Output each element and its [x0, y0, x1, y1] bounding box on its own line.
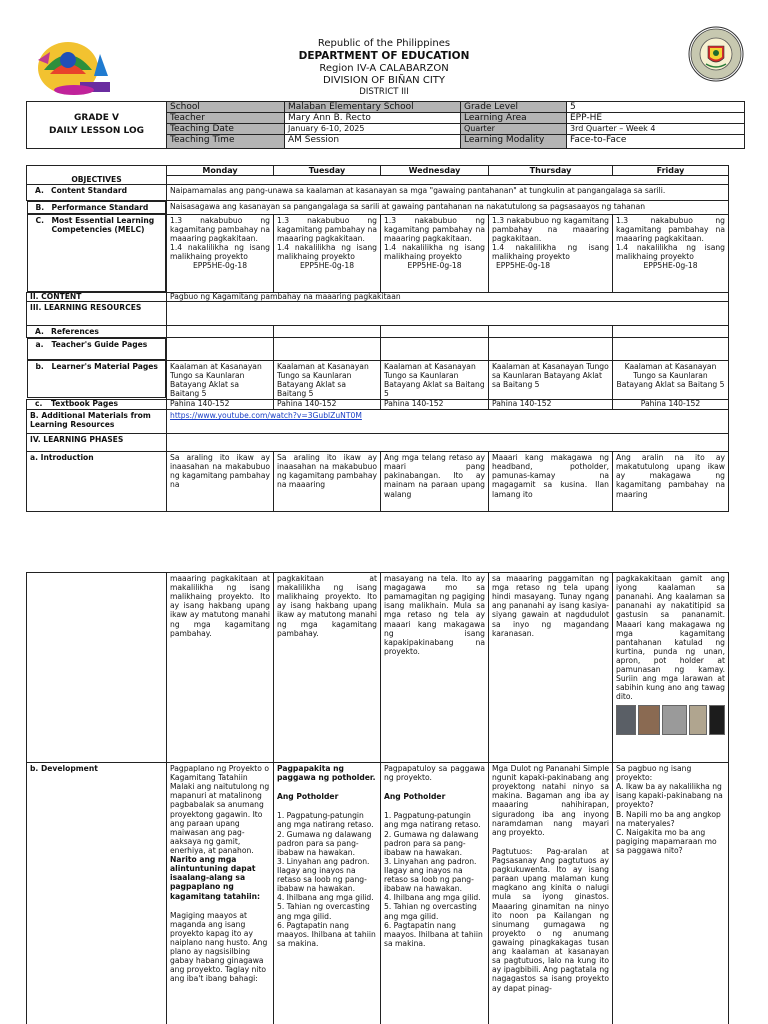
teachers-guide-label [27, 338, 167, 360]
towel-image [689, 705, 707, 735]
learning-area-value: EPP-HE [567, 113, 745, 124]
pillowcase-image [638, 705, 660, 735]
potholder-image [662, 705, 688, 735]
log-label: DAILY LESSON LOG [49, 126, 144, 136]
quarter-label: Quarter [461, 124, 567, 135]
day-header-monday: Monday [167, 166, 274, 176]
grade-cell [27, 102, 167, 149]
melc-monday-text: 1.3 nakabubuo ng kagamitang pambahay na maaaring pagkakitaan. 1.4 nakalilikha ng isang malikhaing proyekto [170, 215, 270, 262]
dev-wednesday-subtitle: Ang Potholder [384, 792, 446, 802]
dev-monday [167, 763, 274, 1024]
intro-wednesday-continued: masayang na tela. Ito ay magagawa mo sa pamamagitan ng pagiging isang malikhain. Mula sa mga retaso ng tela ay maaari kang makagawa ng isang kapakipakinabang na proyekto. [381, 573, 489, 763]
intro-tuesday-continued: pagkakitaan at makalilikha ng isang malikhaing proyekto. Ito ay isang hakbang upang ikaw ay matutong manahi ng mga kagamitang pambahay. [274, 573, 381, 763]
daily-lesson-log-table [26, 165, 729, 512]
additional-materials-label: B. Additional Materials from Learning Resources [27, 410, 167, 434]
textbook-pages-letter: c. [35, 399, 43, 409]
teaching-time-label: Teaching Time [167, 135, 285, 149]
learners-material-text: Learner's Material Pages [51, 362, 158, 372]
grade-level-value: 5 [567, 102, 745, 113]
document-header [0, 38, 768, 98]
references-text: References [51, 327, 99, 337]
dev-tuesday-title: Pagpapakita ng paggawa ng potholder. [277, 764, 376, 783]
dev-monday-title: Pagpaplano ng Proyekto o Kagamitang Tatahiin [170, 764, 269, 783]
melc-tuesday [274, 214, 381, 293]
tg-tuesday [274, 338, 381, 361]
melc-wednesday-text: 1.3 nakabubuo ng kagamitang pambahay na maaaring pagkakitaan. 1.4 nakalilikha ng isang malikhaing proyekto [384, 215, 485, 262]
intro-monday-continued: maaaring pagkakitaan at makalilikha ng isang malikhaing proyekto. Ito ay isang hakbang upang ikaw ay matutong manahi ng mga kagamitang pambahay. [167, 573, 274, 763]
intro-friday-text: pagkakakitaan gamit ang iyong kaalaman sa pananahi. Ang kaalaman sa pananahi ay nakatitipid sa gastusin sa pananamit. Maaari kang makagawa ng mga kagamitang pantahanan katulad ng kurtina, punda ng unan, apron, pot holder at pamunasan ng kamay. Suriin ang mga larawan at sabihin kung ano ang tawag dito. [616, 574, 725, 702]
tb-friday: Pahina 140-152 [613, 400, 729, 410]
references-thursday [489, 326, 613, 338]
curtain-image [616, 705, 636, 735]
intro-thursday: Maaari kang makagawa ng headband, potholder, pamunas-kamay na magagamit sa kusina. Ilan lamang ito [489, 452, 613, 512]
melc-letter: C. [35, 216, 44, 226]
tg-monday [167, 338, 274, 361]
grade-level-label: Grade Level [461, 102, 567, 113]
additional-materials-value [167, 410, 729, 434]
melc-friday-code: EPP5HE-0g-18 [643, 261, 698, 271]
intro-wednesday: Ang mga telang retaso ay maari pang pakinabangan. Ito ay mainam na paraan upang walang [381, 452, 489, 512]
tb-tuesday: Pahina 140-152 [274, 400, 381, 410]
textbook-pages-label [27, 400, 167, 410]
dev-tuesday [274, 763, 381, 1024]
daily-lesson-log-table-continued [26, 572, 729, 1024]
day-header-friday: Friday [613, 166, 729, 176]
dev-monday-guidelines: Narito ang mga alintuntuning dapat isaalang-alang sa pagpaplano ng kagamitang tatahiin: [170, 855, 261, 901]
tb-monday: Pahina 140-152 [167, 400, 274, 410]
teacher-value: Mary Ann B. Recto [285, 113, 461, 124]
performance-standard-letter: B. [35, 203, 45, 212]
youtube-link[interactable]: https://www.youtube.com/watch?v=3GublZuNT0M [170, 411, 362, 421]
content-standard-text: Content Standard [51, 186, 128, 195]
objectives-blank [167, 176, 729, 185]
introduction-label: a. Introduction [27, 452, 167, 512]
quarter-value: 3rd Quarter – Week 4 [567, 124, 745, 135]
learning-phases-heading: IV. LEARNING PHASES [27, 434, 167, 452]
content-standard-value: Naipamamalas ang pang-unawa sa kaalaman at kasanayan sa mga "gawaing pantahanan" at tungkulin at pangangalaga sa sarili. [167, 185, 729, 201]
content-heading: II. CONTENT [27, 293, 167, 302]
teaching-date-value: January 6-10, 2025 [285, 124, 461, 135]
day-header-tuesday: Tuesday [274, 166, 381, 176]
melc-text: Most Essential Learning Competencies (MELC) [51, 216, 155, 235]
melc-thursday [489, 214, 613, 293]
references-letter: A. [35, 327, 44, 337]
references-friday [613, 326, 729, 338]
dev-thursday-p1: Mga Dulot ng Pananahi Simple ngunit kapaki-pakinabang ang proyektong natahi ninyo sa makina. Bagaman ang iba ay maaaring nahihirapan, siguradong iba ang inyong naramdaman nang mayari ang proyekto. [492, 764, 609, 837]
dev-monday-p2: Magiging maayos at maganda ang isang proyekto kapag ito ay naiplano nang husto. Ang plano ay nagsisilbing gabay habang ginagawa ang proyekto. Taglay nito ang iba't ibang bahagi: [170, 910, 268, 984]
dev-monday-p1: Malaki ang naitutulong ng mapanuri at matalinong pagbabalak sa anumang proyektong gagawin. Ito ang paraan upang maiwasan ang pag-aaksaya ng gamit, enerhiya, at panahon. [170, 782, 270, 855]
dev-thursday-p2: Pagtutuos: Pag-aralan at Pagsasanay Ang pagtutuos ay pagkukuwenta. Ito ay isang paraan upang malaman kung magkano ang kinita o nalugi mula sa iyong ginastos. Maaaring ginamitan na ninyo ito noon pa Kailangan ng sinumang gumagawa ng proyekto o ng anumang gawaing pinagkakagas tusan ang kaalaman at kasanayan sa pagtutuos, lalo na kung ito ay ipagbibili. Ang pagtatala ng nagagastos sa isang proyekto ay dapat pinag- [492, 846, 609, 993]
day-header-wednesday: Wednesday [381, 166, 489, 176]
intro-friday: Ang aralin na ito ay makatutulong upang ikaw ay makagawa ng kagamitang pambahay na maaring [613, 452, 729, 512]
lm-thursday: Kaalaman at Kasanayan Tungo sa Kaunlaran Batayang Aklat sa Baitang 5 [489, 360, 613, 399]
department-line: DEPARTMENT OF EDUCATION [298, 50, 470, 63]
dev-wednesday-steps: 1. Pagpatung-patungin ang mga natirang retaso. 2. Gumawa ng dalawang padron para sa pang-ibabaw na hawakan. 3. Linyahan ang padron. Ilagay ang inayos na retaso sa loob ng pang-ibabaw na hawakan. 4. Ihilbana ang mga gilid. 5. Tahian ng overcasting ang mga gilid. 6. Pagtapatin nang maayos. Ihilbana at tahiin sa makina. [384, 811, 483, 948]
tb-thursday: Pahina 140-152 [489, 400, 613, 410]
lm-monday: Kaalaman at Kasanayan Tungo sa Kaunlaran Batayang Aklat sa Baitang 5 [167, 360, 274, 399]
learning-area-label: Learning Area [461, 113, 567, 124]
intro-friday-continued [613, 573, 729, 763]
melc-monday [167, 214, 274, 293]
melc-thursday-text: 1.3 nakabubuo ng kagamitang pambahay na maaaring pagkakitaan. 1.4 nakalilikha ng isang malikhaing proyekto [492, 215, 609, 262]
learning-phases-blank [167, 434, 729, 452]
school-label: School [167, 102, 285, 113]
references-label [27, 326, 167, 338]
intro-thursday-continued: sa maaaring paggamitan ng mga retaso ng tela upang hindi masayang. Tunay ngang ang pananahi ay isang kasiya-siyang gawain at nagdudulot sa inyo ng magandang karanasan. [489, 573, 613, 763]
tg-friday [613, 338, 729, 361]
melc-label [27, 214, 167, 292]
teachers-guide-text: Teacher's Guide Pages [51, 340, 148, 350]
dev-tuesday-subtitle: Ang Potholder [277, 792, 339, 802]
dev-friday [613, 763, 729, 1024]
tg-thursday [489, 338, 613, 361]
tg-wednesday [381, 338, 489, 361]
lm-friday: Kaalaman at Kasanayan Tungo sa Kaunlaran Batayang Aklat sa Baitang 5 [613, 360, 729, 399]
references-tuesday [274, 326, 381, 338]
teachers-guide-letter: a. [35, 340, 44, 350]
corner-cell [27, 166, 167, 176]
learning-modality-value: Face-to-Face [567, 135, 745, 149]
learning-modality-label: Learning Modality [461, 135, 567, 149]
melc-friday-text: 1.3 nakabubuo ng kagamitang pambahay na maaaring pagkakitaan. 1.4 nakalilikha ng isang malikhaing proyekto [616, 215, 725, 262]
dev-wednesday [381, 763, 489, 1024]
melc-monday-code: EPP5HE-0g-18 [192, 261, 248, 271]
melc-tuesday-code: EPP5HE-0g-18 [299, 261, 355, 271]
development-label: b. Development [27, 763, 167, 1024]
introduction-label-continued [27, 573, 167, 763]
apron-image [709, 705, 725, 735]
dev-thursday [489, 763, 613, 1024]
day-header-thursday: Thursday [489, 166, 613, 176]
household-items-pictures [616, 705, 725, 735]
melc-tuesday-text: 1.3 nakabubuo ng kagamitang pambahay na maaaring pagkakitaan. 1.4 nakalilikha ng isang malikhaing proyekto [277, 215, 377, 262]
lm-wednesday: Kaalaman at Kasanayan Tungo sa Kaunlaran Batayang Aklat sa Baitang 5 [381, 360, 489, 399]
learners-material-letter: b. [35, 362, 44, 372]
melc-thursday-code: EPP5HE-0g-18 [496, 261, 551, 271]
teacher-label: Teacher [167, 113, 285, 124]
content-standard-letter: A. [35, 186, 44, 195]
intro-tuesday: Sa araling ito ikaw ay inaasahan na makabubuo ng kagamitang pambahay na maaaring [274, 452, 381, 512]
melc-friday [613, 214, 729, 293]
dev-wednesday-title: Pagpapatuloy sa paggawa ng proyekto. [384, 764, 485, 783]
teaching-date-label: Teaching Date [167, 124, 285, 135]
objectives-heading: OBJECTIVES [27, 176, 167, 185]
republic-line: Republic of the Philippines [317, 38, 451, 49]
textbook-pages-text: Textbook Pages [51, 399, 119, 409]
performance-standard-label [27, 201, 167, 214]
division-line: DIVISION OF BIÑAN CITY [322, 75, 445, 87]
learning-resources-blank [167, 302, 729, 326]
dev-tuesday-steps: 1. Pagpatung-patungin ang mga natirang retaso. 2. Gumawa ng dalawang padron para sa pang-ibabaw na hawakan. 3. Linyahan ang padron. Ilagay ang inayos na retaso sa loob ng pang-ibabaw na hawakan. 4. Ihilbana ang mga gilid. 5. Tahian ng overcasting ang mga gilid. 6. Pagtapatin nang maayos. Ihilbana at tahiin sa makina. [277, 811, 376, 948]
dev-friday-text: Sa pagbuo ng isang proyekto: A. Ikaw ba ay nakalilikha ng isang kapaki-pakinabang na proyekto? B. Napili mo ba ang angkop na materyales? C. Naigakita mo ba ang pagiging mapamaraan mo sa paggawa nito? [616, 764, 723, 855]
lm-tuesday: Kaalaman at Kasanayan Tungo sa Kaunlaran Batayang Aklat sa Baitang 5 [274, 360, 381, 399]
grade-label: GRADE V [74, 113, 119, 123]
learners-material-label [27, 360, 167, 398]
page-break [0, 528, 768, 572]
references-monday [167, 326, 274, 338]
content-value: Pagbuo ng Kagamitang pambahay na maaaring pagkakitaan [167, 293, 729, 302]
melc-wednesday [381, 214, 489, 293]
lesson-info-table [26, 101, 745, 149]
learning-resources-heading: III. LEARNING RESOURCES [27, 302, 167, 326]
intro-monday: Sa araling ito ikaw ay inaasahan na makabubuo ng kagamitang pambahay na [167, 452, 274, 512]
school-value: Malaban Elementary School [285, 102, 461, 113]
melc-wednesday-code: EPP5HE-0g-18 [407, 261, 462, 271]
region-line: Region IV-A CALABARZON [319, 62, 449, 74]
teaching-time-value: AM Session [285, 135, 461, 149]
references-wednesday [381, 326, 489, 338]
district-line: DISTRICT III [359, 87, 409, 98]
performance-standard-text: Performance Standard [51, 203, 149, 212]
tb-wednesday: Pahina 140-152 [381, 400, 489, 410]
performance-standard-value: Naisasagawa ang kasanayan sa pangangalaga sa sarili at gawaing pantahanan na nakatutulong sa pagsasaayos ng tahanan [167, 201, 729, 215]
content-standard-label [27, 185, 167, 201]
